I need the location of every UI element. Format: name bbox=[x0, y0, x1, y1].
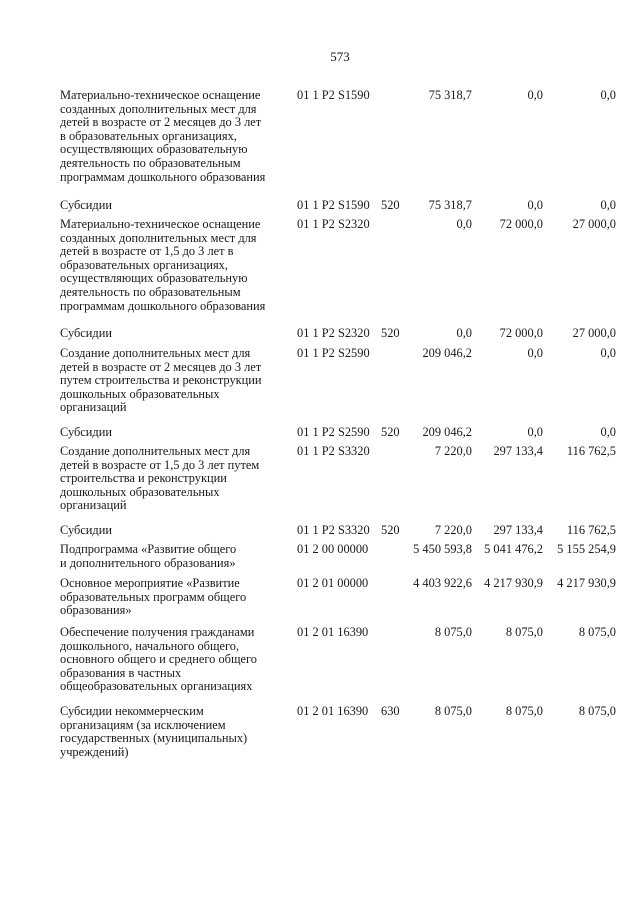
row-code: 01 1 P2 S1590 bbox=[297, 198, 370, 212]
row-name: Создание дополнительных мест для детей в возрасте от 2 месяцев до 3 лет путем строительства и реконструкции дошкольных образовательных организаций bbox=[60, 346, 262, 415]
row-code: 01 1 P2 S1590 bbox=[297, 88, 370, 102]
row-value-1: 7 220,0 bbox=[434, 444, 472, 458]
row-name: Обеспечение получения гражданами дошкольного, начального общего, основного общего и среднего общего образования в частных общеобразовательных организациях bbox=[60, 625, 257, 694]
row-value-2: 4 217 930,9 bbox=[484, 576, 543, 590]
row-value-1: 0,0 bbox=[456, 326, 472, 340]
row-value-2: 5 041 476,2 bbox=[484, 542, 543, 556]
row-value-2: 8 075,0 bbox=[505, 704, 543, 718]
row-code: 01 1 P2 S3320 bbox=[297, 523, 370, 537]
row-code: 01 1 P2 S2590 bbox=[297, 425, 370, 439]
row-code: 01 2 00 00000 bbox=[297, 542, 369, 556]
row-value-2: 0,0 bbox=[527, 198, 543, 212]
row-value-1: 209 046,2 bbox=[422, 425, 472, 439]
page-number: 573 bbox=[330, 49, 350, 64]
row-code: 01 1 P2 S2320 bbox=[297, 326, 370, 340]
row-value-1: 0,0 bbox=[456, 217, 472, 231]
row-name: Создание дополнительных мест для детей в возрасте от 1,5 до 3 лет путем строительства и реконструкции дошкольных образовательных организаций bbox=[60, 444, 260, 513]
row-value-2: 8 075,0 bbox=[505, 625, 543, 639]
row-value-1: 8 075,0 bbox=[434, 625, 472, 639]
row-value-1: 4 403 922,6 bbox=[413, 576, 472, 590]
row-value-3: 27 000,0 bbox=[572, 326, 616, 340]
row-name: Субсидии некоммерческим организациям (за исключением государственных (муниципальных) учреждений) bbox=[60, 704, 248, 759]
row-value-1: 209 046,2 bbox=[422, 346, 472, 360]
row-value-3: 4 217 930,9 bbox=[557, 576, 616, 590]
row-value-2: 297 133,4 bbox=[493, 523, 543, 537]
row-kvr: 520 bbox=[381, 198, 400, 212]
row-value-3: 0,0 bbox=[600, 425, 616, 439]
row-value-3: 0,0 bbox=[600, 88, 616, 102]
row-value-2: 0,0 bbox=[527, 346, 543, 360]
row-code: 01 1 P2 S3320 bbox=[297, 444, 370, 458]
row-value-1: 5 450 593,8 bbox=[413, 542, 472, 556]
row-name: Субсидии bbox=[60, 326, 112, 340]
row-name: Субсидии bbox=[60, 425, 112, 439]
row-kvr: 520 bbox=[381, 523, 400, 537]
row-kvr: 630 bbox=[381, 704, 400, 718]
row-name: Субсидии bbox=[60, 523, 112, 537]
row-value-3: 8 075,0 bbox=[578, 704, 616, 718]
row-value-3: 27 000,0 bbox=[572, 217, 616, 231]
row-name: Материально-техническое оснащение созданных дополнительных мест для детей в возрасте от 1,5 до 3 лет в образовательных организациях, осуществляющих образовательную деятельность по образовательным программам дошкольного образования bbox=[60, 217, 266, 313]
row-code: 01 2 01 16390 bbox=[297, 704, 369, 718]
row-code: 01 1 P2 S2590 bbox=[297, 346, 370, 360]
row-value-1: 8 075,0 bbox=[434, 704, 472, 718]
row-name: Материально-техническое оснащение созданных дополнительных мест для детей в возрасте от 2 месяцев до 3 лет в образовательных организациях, осуществляющих образовательную деятельность по образовательным программам дошкольного образования bbox=[60, 88, 266, 184]
row-name: Субсидии bbox=[60, 198, 112, 212]
row-value-3: 8 075,0 bbox=[578, 625, 616, 639]
row-value-1: 7 220,0 bbox=[434, 523, 472, 537]
row-value-2: 0,0 bbox=[527, 88, 543, 102]
row-value-3: 0,0 bbox=[600, 198, 616, 212]
row-value-3: 5 155 254,9 bbox=[557, 542, 616, 556]
row-code: 01 1 P2 S2320 bbox=[297, 217, 370, 231]
row-value-3: 116 762,5 bbox=[566, 444, 616, 458]
row-code: 01 2 01 00000 bbox=[297, 576, 369, 590]
row-value-2: 297 133,4 bbox=[493, 444, 543, 458]
row-name: Основное мероприятие «Развитие образовательных программ общего образования» bbox=[60, 576, 247, 618]
row-value-2: 72 000,0 bbox=[499, 217, 543, 231]
row-value-3: 116 762,5 bbox=[566, 523, 616, 537]
row-value-2: 0,0 bbox=[527, 425, 543, 439]
row-value-3: 0,0 bbox=[600, 346, 616, 360]
row-value-2: 72 000,0 bbox=[499, 326, 543, 340]
row-kvr: 520 bbox=[381, 425, 400, 439]
row-kvr: 520 bbox=[381, 326, 400, 340]
row-value-1: 75 318,7 bbox=[428, 198, 472, 212]
row-value-1: 75 318,7 bbox=[428, 88, 472, 102]
row-code: 01 2 01 16390 bbox=[297, 625, 369, 639]
row-name: Подпрограмма «Развитие общего и дополнительного образования» bbox=[60, 542, 237, 570]
